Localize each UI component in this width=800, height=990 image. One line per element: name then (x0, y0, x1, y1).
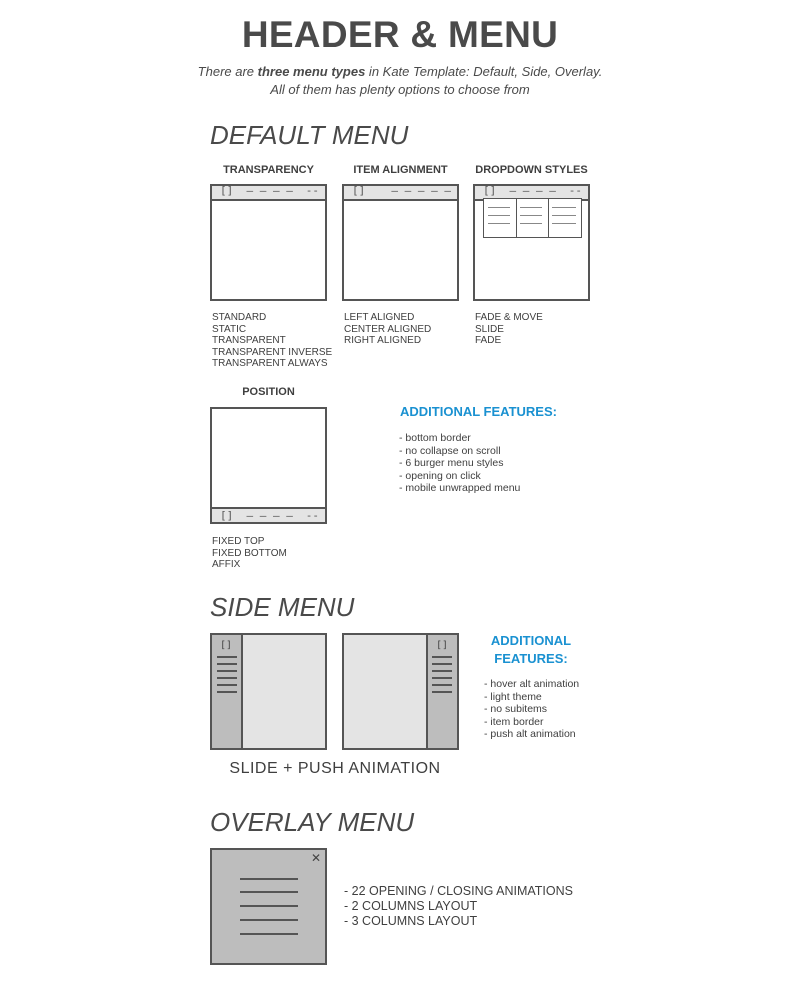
side-additional-features-title: ADDITIONAL FEATURES: (490, 633, 572, 666)
list-item: AFFIX (212, 559, 241, 570)
side-menu-title: SIDE MENU (210, 592, 355, 622)
side-menu-left-wireframe (210, 633, 327, 750)
overlay-menu-line (240, 891, 298, 893)
default-additional-features-list (399, 432, 520, 495)
transparency-heading: TRANSPARENCY (223, 164, 314, 176)
default-menu-title: DEFAULT MENU (210, 120, 409, 150)
default-additional-features-title: ADDITIONAL FEATURES: (400, 404, 557, 419)
overlay-menu-line (240, 919, 298, 921)
list-item: - 3 COLUMNS LAYOUT (344, 914, 478, 928)
logo-placeholder-icon: [] (220, 640, 233, 651)
list-item: FADE (475, 335, 502, 346)
logo-placeholder-icon: [] (220, 184, 234, 197)
menu-right-placeholder: -- (305, 509, 319, 522)
list-item: - no subitems (484, 703, 548, 715)
list-item: RIGHT ALIGNED (344, 335, 422, 346)
dropdown-styles-wireframe (473, 184, 590, 301)
overlay-menu-wireframe (210, 848, 327, 965)
list-item: - hover alt animation (484, 678, 580, 690)
list-item: TRANSPARENT (212, 335, 286, 346)
overlay-menu-line (240, 905, 298, 907)
transparency-options (212, 312, 332, 370)
list-item: - 6 burger menu styles (399, 457, 504, 469)
overlay-menu-line (240, 878, 298, 880)
list-item: SLIDE (475, 323, 504, 335)
position-wireframe (210, 407, 327, 524)
menu-bar (344, 186, 457, 201)
list-item: FIXED TOP (212, 536, 265, 547)
item-alignment-wireframe (342, 184, 459, 301)
menu-right-placeholder: -- (305, 184, 319, 197)
list-item: TRANSPARENT INVERSE (212, 346, 333, 358)
list-item: - light theme (484, 690, 542, 703)
logo-placeholder-icon: [] (220, 509, 234, 522)
subtitle-emphasis: three menu types (257, 64, 366, 79)
list-item: - push alt animation (484, 728, 576, 740)
list-item: - item border (484, 715, 544, 728)
logo-placeholder-icon: [] (352, 184, 366, 197)
overlay-features-list (344, 884, 573, 929)
list-item: - opening on click (399, 469, 481, 482)
list-item: FADE & MOVE (475, 312, 543, 323)
position-heading: POSITION (242, 386, 295, 398)
side-additional-features-list (484, 678, 579, 741)
menu-bar (212, 507, 325, 522)
logo-placeholder-icon: [] (483, 184, 497, 197)
list-item: CENTER ALIGNED (344, 323, 432, 335)
position-options (212, 536, 287, 571)
dropdown-column (548, 199, 581, 237)
list-item: - no collapse on scroll (399, 444, 501, 457)
side-menu-panel (426, 635, 457, 748)
dropdown-column (516, 199, 549, 237)
overlay-menu-line (240, 933, 298, 935)
side-menu-panel (212, 635, 243, 748)
close-icon: ✕ (310, 851, 321, 865)
menu-items-placeholder: — — — — (246, 184, 293, 197)
dropdown-panel (483, 198, 582, 238)
page-subtitle: There are three menu types in Kate Template: Default, Side, Overlay. All of them has plenty options to choose from (197, 64, 603, 97)
logo-placeholder-icon: [] (436, 640, 449, 651)
side-menu-right-wireframe (342, 633, 459, 750)
list-item: - mobile unwrapped menu (399, 482, 521, 494)
list-item: STATIC (212, 323, 247, 335)
menu-bar (212, 186, 325, 201)
list-item: - 2 COLUMNS LAYOUT (344, 899, 478, 913)
list-item: - bottom border (399, 432, 471, 444)
menu-items-placeholder: — — — — (246, 509, 293, 522)
overlay-menu-title: OVERLAY MENU (210, 807, 415, 837)
dropdown-styles-heading: DROPDOWN STYLES (475, 164, 588, 176)
list-item: TRANSPARENT ALWAYS (212, 358, 328, 369)
page-title: HEADER & MENU (241, 14, 559, 55)
item-alignment-options (344, 312, 431, 347)
dropdown-styles-options (475, 312, 543, 347)
side-menu-caption: SLIDE + PUSH ANIMATION (229, 760, 441, 777)
list-item: LEFT ALIGNED (344, 312, 415, 323)
list-item: FIXED BOTTOM (212, 547, 287, 559)
menu-items-placeholder: — — — — (509, 184, 556, 197)
menu-right-placeholder: -- (568, 184, 582, 197)
transparency-wireframe (210, 184, 327, 301)
list-item: STANDARD (212, 312, 267, 323)
item-alignment-heading: ITEM ALIGNMENT (353, 164, 448, 176)
list-item: - 22 OPENING / CLOSING ANIMATIONS (344, 884, 573, 898)
menu-items-placeholder: — — — — — (391, 184, 451, 197)
dropdown-column (484, 199, 517, 237)
